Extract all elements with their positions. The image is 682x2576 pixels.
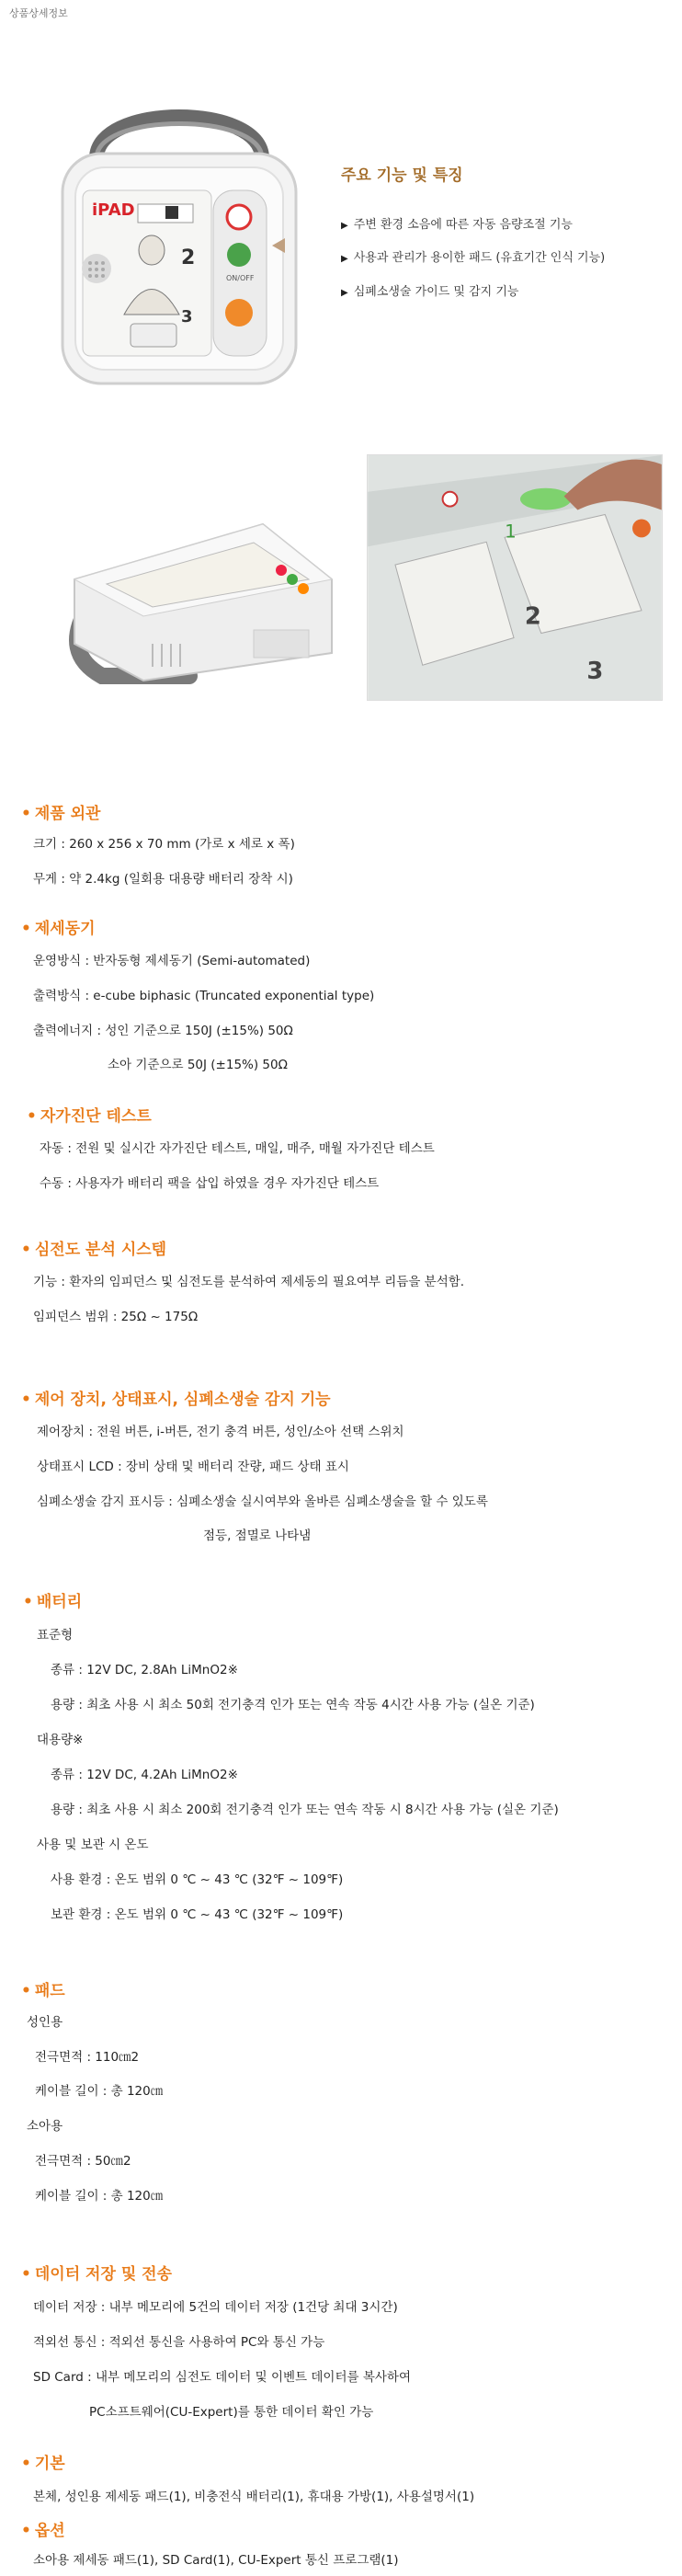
- spec-line: 운영방식 : 반자동형 제세동기 (Semi-automated): [33, 954, 311, 968]
- spec-line: 용량 : 최초 사용 시 최소 50회 전기충격 인가 또는 연속 작동 4시간 사용 가능 (실온 기준): [51, 1698, 535, 1712]
- feature-item-text: 사용과 관리가 용이한 패드 (유효기간 인식 기능): [353, 251, 606, 265]
- spec-line: 상태표시 LCD : 장비 상태 및 배터리 잔량, 패드 상태 표시: [37, 1460, 349, 1474]
- spec-line: 소아용: [27, 2119, 63, 2134]
- page-top-note: 상품상세정보: [9, 7, 68, 19]
- section-title-selftest: • 자가진단 테스트: [27, 1107, 152, 1126]
- spec-line: 출력에너지 : 성인 기준으로 150J (±15%) 50Ω: [33, 1024, 293, 1038]
- spec-line: 사용 환경 : 온도 범위 0 ℃ ~ 43 ℃ (32℉ ~ 109℉): [51, 1872, 344, 1887]
- step-3-label: 3: [181, 307, 193, 326]
- feature-item-text: 심폐소생술 가이드 및 감지 기능: [353, 285, 519, 299]
- step-2-label: 2: [181, 246, 196, 269]
- section-title-ecg: • 심전도 분석 시스템: [21, 1241, 167, 1259]
- feature-item: ▶ 심폐소생술 가이드 및 감지 기능: [341, 285, 519, 299]
- spec-line: 점등, 점멸로 나타냄: [203, 1528, 312, 1543]
- spec-line: 심폐소생술 감지 표시등 : 심폐소생술 실시여부와 올바른 심폐소생술을 할 수 있도록: [37, 1494, 488, 1509]
- spec-line: 종류 : 12V DC, 4.2Ah LiMnO2※: [51, 1768, 238, 1782]
- spec-line: 보관 환경 : 온도 범위 0 ℃ ~ 43 ℃ (32℉ ~ 109℉): [51, 1907, 344, 1922]
- aed-closeup-image: [367, 454, 663, 701]
- spec-line: 케이블 길이 : 총 120㎝: [35, 2084, 164, 2099]
- section-title-appearance: • 제품 외관: [21, 805, 101, 823]
- section-title-defib: • 제세동기: [21, 920, 96, 938]
- photo-step-2-label: 2: [524, 602, 541, 631]
- section-title-basic: • 기본: [21, 2455, 65, 2473]
- spec-line: 제어장치 : 전원 버튼, i-버튼, 전기 충격 버튼, 성인/소아 선택 스위치: [37, 1425, 404, 1439]
- spec-line: 표준형: [37, 1628, 74, 1643]
- aed-front-image: [55, 103, 303, 390]
- spec-line: 대용량※: [37, 1733, 84, 1747]
- spec-line: 케이블 길이 : 총 120㎝: [35, 2189, 164, 2204]
- spec-line: 소아용 제세동 패드(1), SD Card(1), CU-Expert 통신 프로그램(1): [33, 2553, 399, 2568]
- spec-line: 본체, 성인용 제세동 패드(1), 비충전식 배터리(1), 휴대용 가방(1), 사용설명서(1): [33, 2490, 475, 2504]
- spec-line: 전극면적 : 110㎝2: [35, 2050, 140, 2065]
- spec-line: 데이터 저장 : 내부 메모리에 5건의 데이터 저장 (1건당 최대 3시간): [33, 2300, 398, 2315]
- spec-line: 소아 기준으로 50J (±15%) 50Ω: [108, 1058, 288, 1072]
- device-brand-label: iPAD: [92, 200, 135, 220]
- spec-line: 적외선 통신 : 적외선 통신을 사용하여 PC와 통신 가능: [33, 2335, 325, 2350]
- spec-line: 기능 : 환자의 임피던스 및 심전도를 분석하여 제세동의 필요여부 리듬을 분석함.: [33, 1275, 465, 1289]
- section-title-battery: • 배터리: [23, 1593, 83, 1611]
- spec-line: 용량 : 최초 사용 시 최소 200회 전기충격 인가 또는 연속 작동 시 8시간 사용 가능 (실온 기준): [51, 1803, 559, 1817]
- feature-item: ▶ 주변 환경 소음에 따른 자동 음량조절 기능: [341, 218, 573, 232]
- spec-line: 전극면적 : 50㎝2: [35, 2154, 131, 2169]
- photo-step-3-label: 3: [586, 658, 604, 686]
- spec-line: 자동 : 전원 및 실시간 자가진단 테스트, 매일, 매주, 매월 자가진단 테스트: [40, 1141, 435, 1156]
- aed-side-image: [51, 515, 347, 688]
- feature-item-text: 주변 환경 소음에 따른 자동 음량조절 기능: [353, 218, 573, 232]
- spec-line: 사용 및 보관 시 온도: [37, 1838, 149, 1852]
- spec-line: 수동 : 사용자가 배터리 팩을 삽입 하였을 경우 자가진단 테스트: [40, 1176, 380, 1191]
- photo-step-1-label: 1: [505, 521, 517, 543]
- spec-line: SD Card : 내부 메모리의 심전도 데이터 및 이벤트 데이터를 복사하여: [33, 2370, 411, 2385]
- section-title-data: • 데이터 저장 및 전송: [21, 2265, 173, 2284]
- spec-line: 출력방식 : e-cube biphasic (Truncated exponential type): [33, 989, 375, 1003]
- features-title: 주요 기능 및 특징: [341, 166, 463, 185]
- section-title-pads: • 패드: [21, 1982, 65, 2000]
- spec-line: 무게 : 약 2.4kg (일회용 대용량 배터리 장착 시): [33, 872, 293, 887]
- spec-line: 크기 : 260 x 256 x 70 mm (가로 x 세로 x 폭): [33, 837, 295, 852]
- spec-line: 성인용: [27, 2015, 63, 2030]
- spec-line: 종류 : 12V DC, 2.8Ah LiMnO2※: [51, 1663, 238, 1677]
- section-title-options: • 옵션: [21, 2522, 65, 2540]
- feature-item: ▶ 사용과 관리가 용이한 패드 (유효기간 인식 기능): [341, 251, 606, 265]
- onoff-label: ON/OFF: [226, 274, 255, 282]
- section-title-control: • 제어 장치, 상태표시, 심폐소생술 감지 기능: [21, 1391, 331, 1409]
- spec-line: 임피던스 범위 : 25Ω ~ 175Ω: [33, 1310, 199, 1324]
- spec-line: PC소프트웨어(CU-Expert)를 통한 데이터 확인 가능: [89, 2405, 374, 2420]
